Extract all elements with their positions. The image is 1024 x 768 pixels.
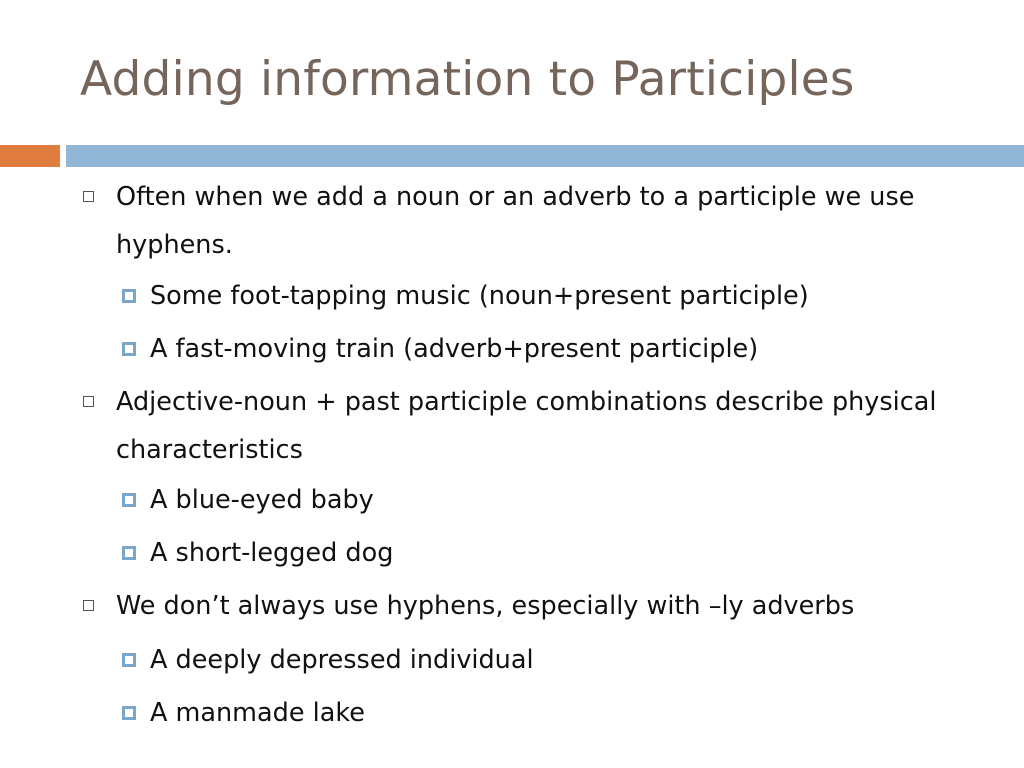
hollow-square-bullet-icon: [83, 600, 94, 611]
bullet-text: We don’t always use hyphens, especially with –ly adverbs: [116, 591, 855, 621]
hollow-square-bullet-icon: [83, 396, 94, 407]
square-bullet-icon: [122, 342, 136, 356]
sub-bullet-item: [150, 279, 990, 313]
bullet-item: [116, 582, 996, 630]
sub-bullet-text: A short-legged dog: [150, 538, 394, 568]
square-bullet-icon: [122, 493, 136, 507]
square-bullet-icon: [122, 653, 136, 667]
bullet-text: Adjective-noun + past participle combinations describe physical characteristics: [116, 387, 937, 465]
bullet-text: Often when we add a noun or an adverb to a participle we use hyphens.: [116, 182, 915, 260]
sub-bullet-item: [150, 643, 990, 677]
bullet-item: [116, 378, 996, 474]
hollow-square-bullet-icon: [83, 191, 94, 202]
slide-title: Adding information to Participles: [80, 52, 855, 107]
sub-bullet-text: A fast-moving train (adverb+present participle): [150, 334, 759, 364]
sub-bullet-text: A blue-eyed baby: [150, 485, 374, 515]
sub-bullet-text: Some foot-tapping music (noun+present participle): [150, 281, 809, 311]
sub-bullet-text: A manmade lake: [150, 698, 365, 728]
sub-bullet-item: [150, 332, 990, 366]
square-bullet-icon: [122, 289, 136, 303]
sub-bullet-item: [150, 536, 990, 570]
square-bullet-icon: [122, 706, 136, 720]
sub-bullet-text: A deeply depressed individual: [150, 645, 534, 675]
bullet-item: [116, 173, 996, 269]
square-bullet-icon: [122, 546, 136, 560]
sub-bullet-item: [150, 696, 990, 730]
sub-bullet-item: [150, 483, 990, 517]
